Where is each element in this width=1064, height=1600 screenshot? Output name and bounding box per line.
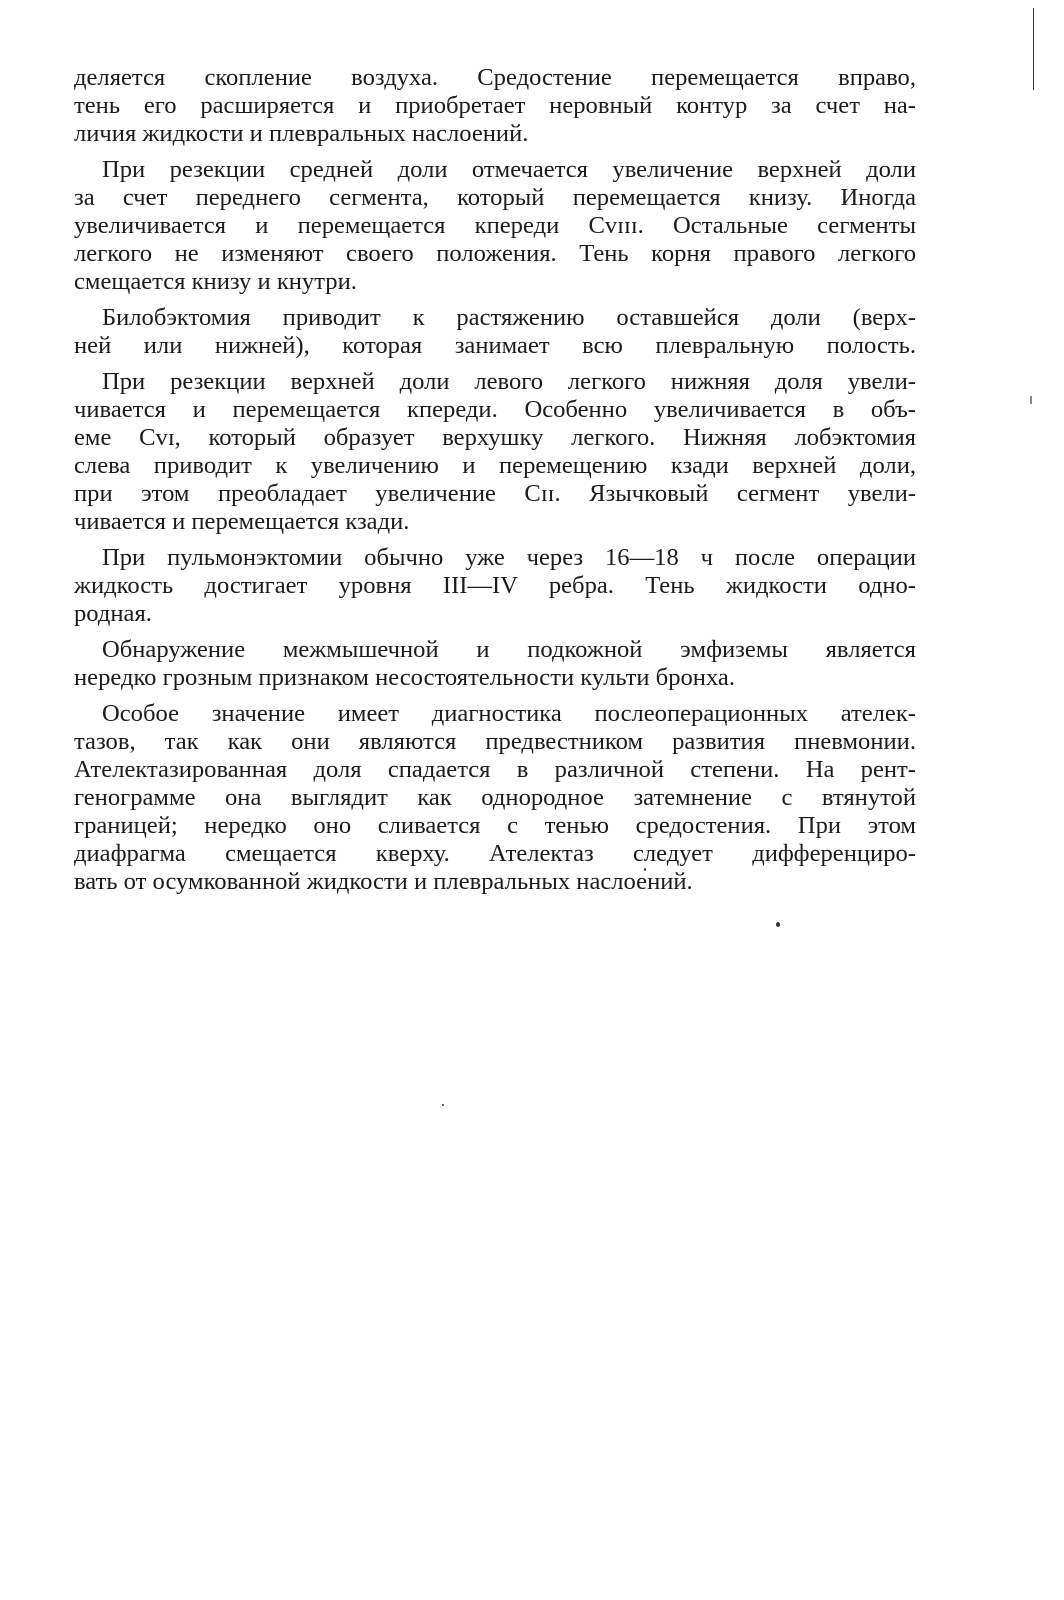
text-line: слева приводит к увеличению и перемещению кзади верхней доли,: [74, 452, 916, 479]
text-line: жидкость достигает уровня III—IV ребра. Тень жидкости одно-: [74, 572, 916, 599]
text-line: за счет переднего сегмента, который перемещается книзу. Иногда: [74, 184, 916, 211]
text-line: чивается и перемещается кзади.: [74, 508, 410, 535]
scan-speck: [776, 922, 780, 927]
text-line: родная.: [74, 600, 152, 627]
text-line: При пульмонэктомии обычно уже через 16—18 ч после операции: [102, 544, 916, 571]
page-edge-mark: [1030, 396, 1032, 404]
text-line: при этом преобладает увеличение Cɪɪ. Язычковый сегмент увели-: [74, 480, 916, 507]
text-line: еме Cᴠɪ, который образует верхушку легкого. Нижняя лобэктомия: [74, 424, 916, 451]
text-line: увеличивается и перемещается кпереди Cᴠɪɪɪ. Остальные сегменты: [74, 212, 916, 239]
paragraph: [74, 544, 916, 628]
text-line: личия жидкости и плевральных наслоений.: [74, 120, 529, 147]
text-line: генограмме она выглядит как однородное затемнение с втянутой: [74, 784, 916, 811]
text-line: деляется скопление воздуха. Средостение перемещается вправо,: [74, 64, 916, 91]
paragraph: [74, 156, 916, 296]
paragraph: [74, 64, 916, 148]
paragraph: [74, 304, 916, 360]
text-line: Обнаружение межмышечной и подкожной эмфиземы является: [102, 636, 916, 663]
text-line: чивается и перемещается кпереди. Особенно увеличивается в объ-: [74, 396, 916, 423]
text-line: При резекции средней доли отмечается увеличение верхней доли: [102, 156, 916, 183]
page-edge-line: [1033, 8, 1035, 90]
paragraph: [74, 368, 916, 536]
paragraph: [74, 700, 916, 896]
text-line: Билобэктомия приводит к растяжению оставшейся доли (верх-: [102, 304, 916, 331]
text-line: границей; нередко оно сливается с тенью средостения. При этом: [74, 812, 916, 839]
paragraph: [74, 636, 916, 692]
text-line: вать от осумкованной жидкости и плевральных наслоений.: [74, 868, 693, 895]
text-line: смещается книзу и кнутри.: [74, 268, 357, 295]
text-line: диафрагма смещается кверху. Ателектаз следует дифференциро-: [74, 840, 916, 867]
scan-speck: [442, 1104, 444, 1106]
text-line: тазов, так как они являются предвестником развития пневмонии.: [74, 728, 916, 755]
text-line: нередко грозным признаком несостоятельности культи бронха.: [74, 664, 735, 691]
text-line: тень его расширяется и приобретает неровный контур за счет на-: [74, 92, 916, 119]
text-line: При резекции верхней доли левого легкого нижняя доля увели-: [102, 368, 916, 395]
text-line: легкого не изменяют своего положения. Тень корня правого легкого: [74, 240, 916, 267]
text-line: ней или нижней), которая занимает всю плевральную полость.: [74, 332, 916, 359]
text-line: Ателектазированная доля спадается в различной степени. На рент-: [74, 756, 916, 783]
body-text: [74, 64, 916, 904]
text-line: Особое значение имеет диагностика послеоперационных ателек-: [102, 700, 916, 727]
